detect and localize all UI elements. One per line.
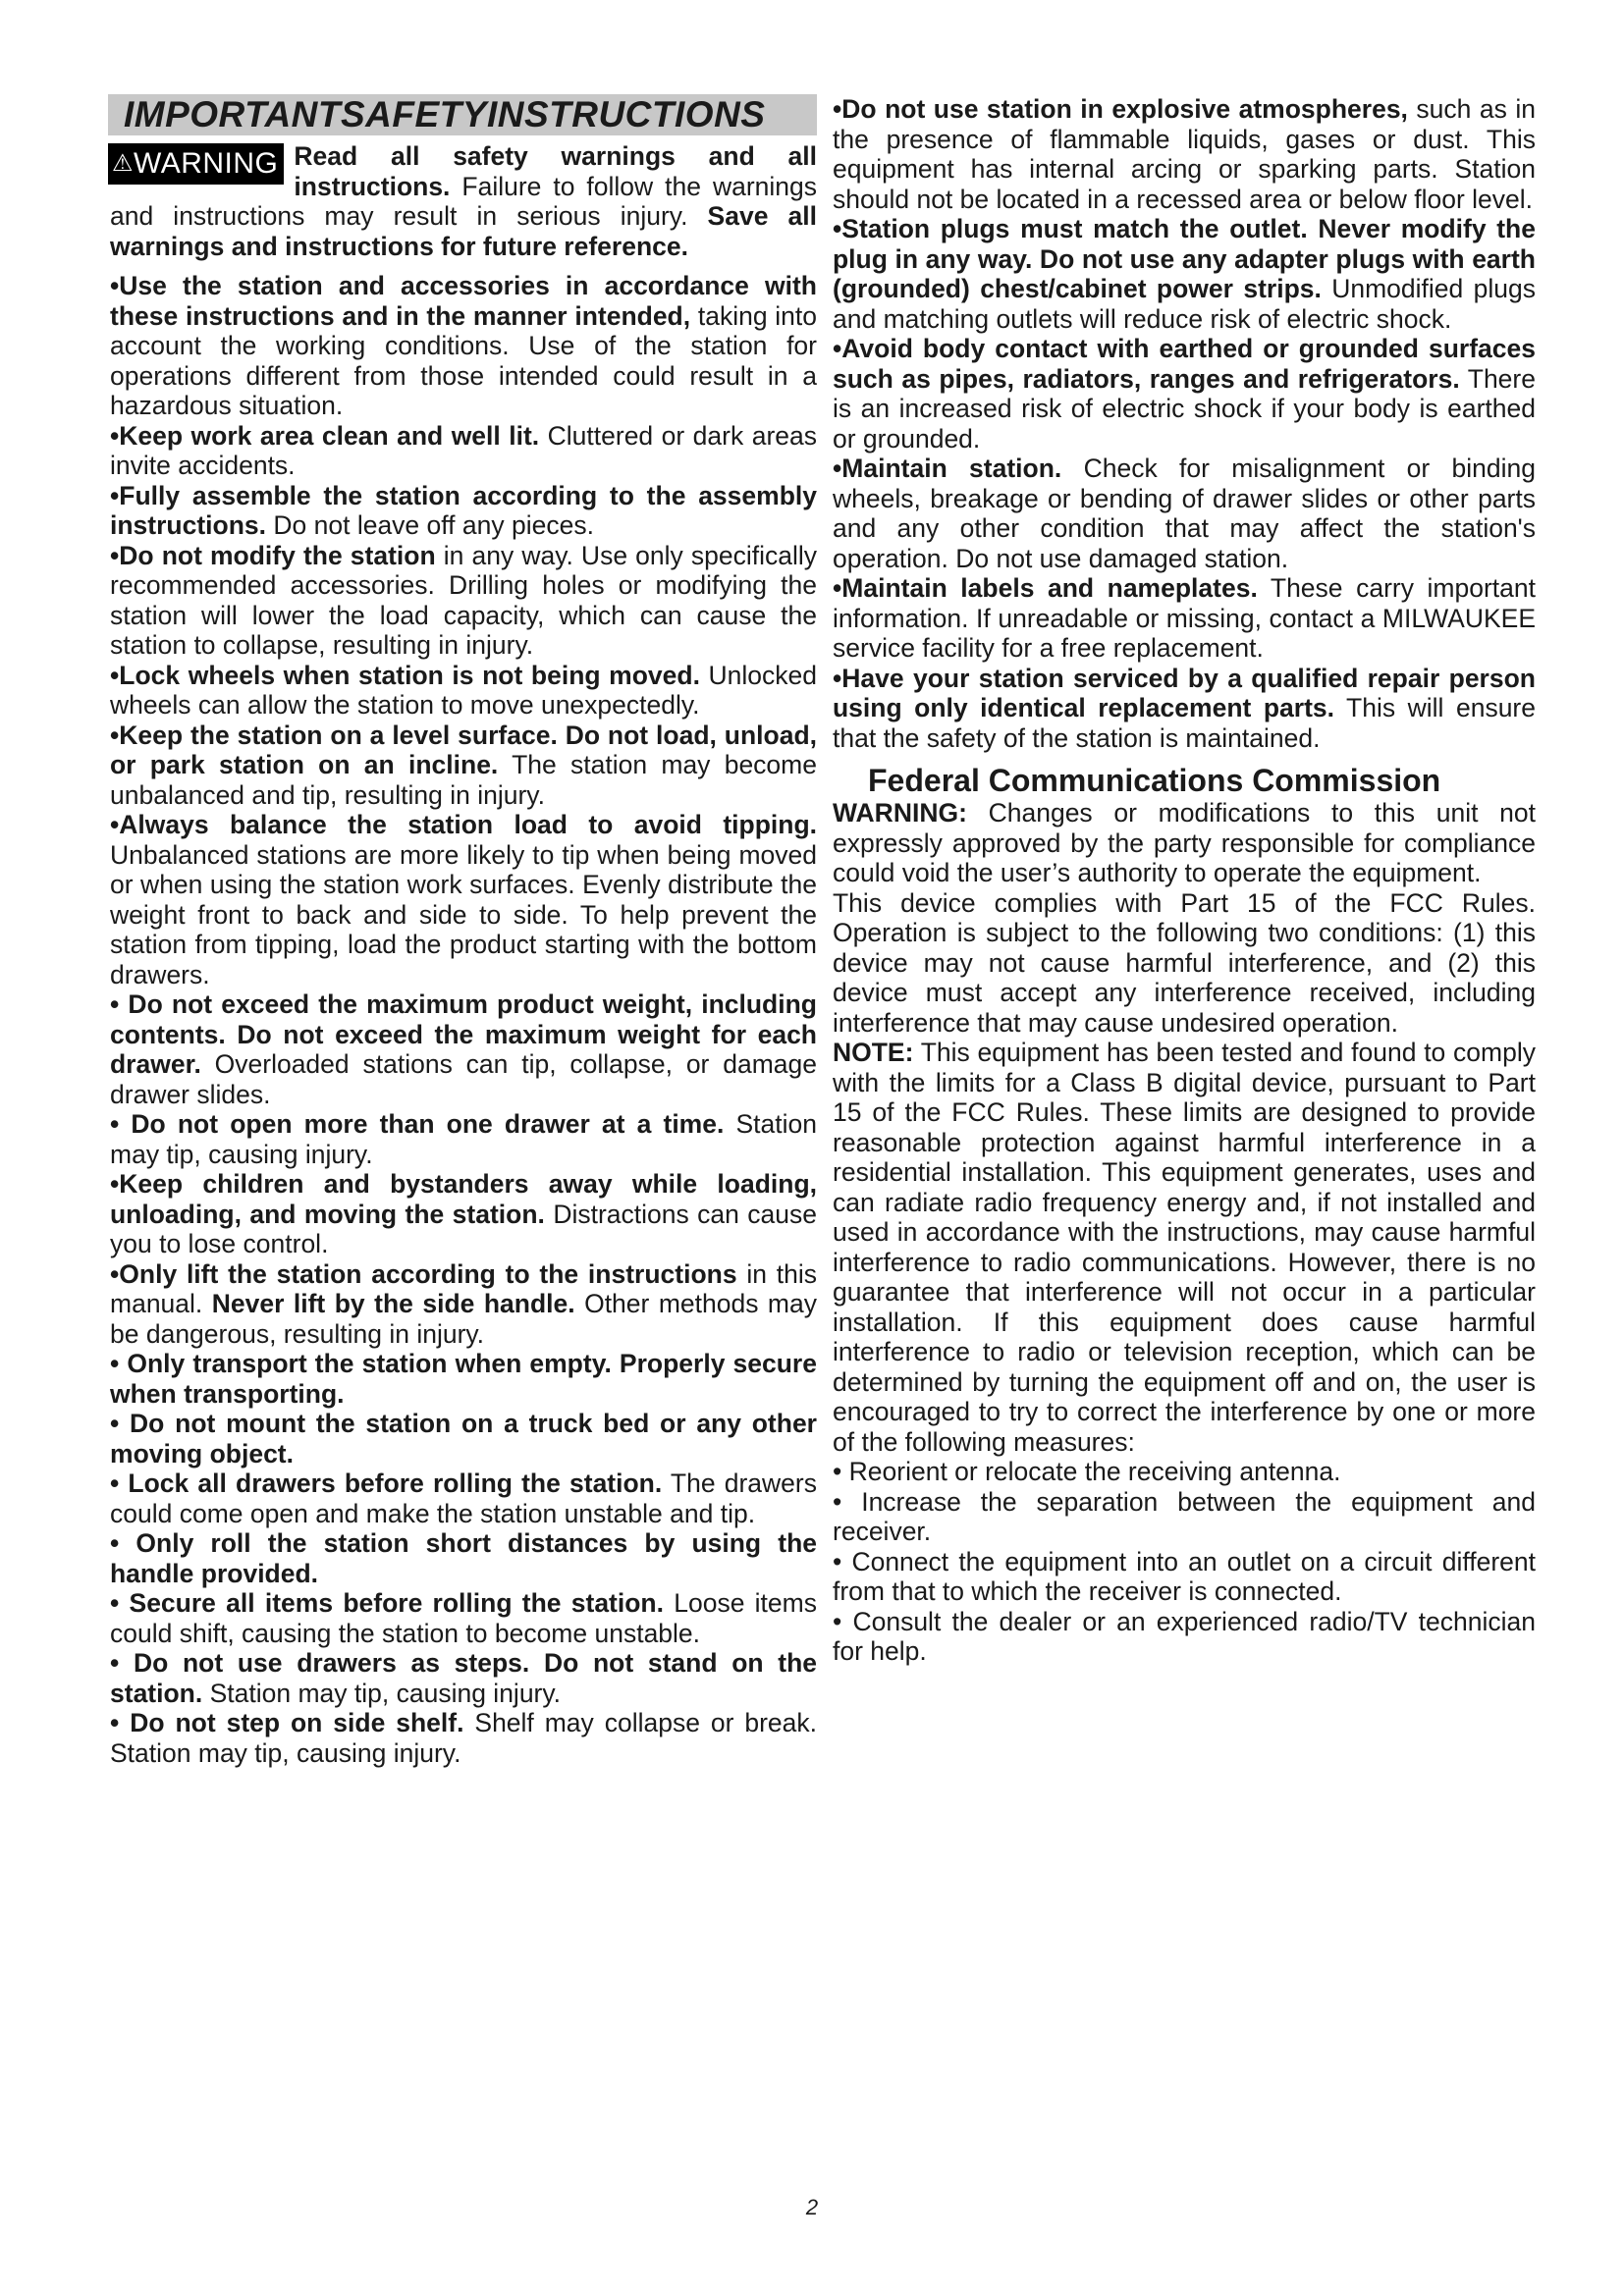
item-text: Overloaded stations can tip, collapse, or damage drawer slides. xyxy=(110,1049,817,1109)
safety-item xyxy=(110,1109,817,1169)
item-text: in this manual. xyxy=(110,1258,817,1318)
warning-badge-label: WARNING xyxy=(134,147,279,180)
item-bold: • Do not step on side shelf. xyxy=(110,1708,464,1737)
item-text: Distractions can cause you to lose control. xyxy=(110,1199,817,1258)
fcc-section xyxy=(833,763,1536,1667)
item-bold-2: Never lift by the side handle. xyxy=(211,1289,575,1318)
item-text: There is an increased risk of electric shock if your body is earthed or grounded. xyxy=(833,363,1536,454)
safety-item xyxy=(110,661,817,721)
item-bold: •Use the station and accessories in accordance with these instructions and in the manner intended, xyxy=(110,271,817,331)
item-bold: •Keep work area clean and well lit. xyxy=(110,420,540,451)
page-number: 2 xyxy=(805,2195,819,2219)
safety-item xyxy=(110,1468,817,1528)
item-text-2: Other methods may be dangerous, resulting in injury. xyxy=(110,1289,817,1349)
safety-item xyxy=(110,1648,817,1708)
safety-item xyxy=(110,481,817,541)
section-heading: IMPORTANTSAFETYINSTRUCTIONS xyxy=(108,94,817,135)
item-text: This will ensure that the safety of the station is maintained. xyxy=(833,693,1536,753)
fcc-note-text: This equipment has been tested and found to comply with the limits for a Class B digital device, pursuant to Part 15 of the FCC Rules. These limits are designed to provide reasonable protection against harmful interference in a residential installation. This equipment generates, uses and can radiate radio frequency energy and, if not installed and used in accordance with the instructions, may cause harmful interference to radio communications. However, there is no guarantee that interference will not occur in a particular installation. If this equipment does cause harmful interference to radio or television reception, which can be determined by turning the equipment off and on, the user is encouraged to try to correct the interference by one or more of the following measures: xyxy=(833,1038,1536,1457)
item-text: These carry important information. If unreadable or missing, contact a MILWAUKEE service facility for a free replacement. xyxy=(833,573,1536,663)
item-text: Do not leave off any pieces. xyxy=(266,510,594,540)
item-text: Check for misalignment or binding wheels, breakage or bending of drawer slides or other parts and any other condition that may affect the station's operation. Do not use damaged station. xyxy=(833,454,1537,573)
safety-item xyxy=(110,1169,817,1259)
safety-item xyxy=(110,810,817,989)
item-text: Loose items could shift, causing the station to become unstable. xyxy=(110,1588,817,1648)
safety-item xyxy=(110,721,817,811)
item-text: Unmodified plugs and matching outlets will reduce risk of electric shock. xyxy=(833,274,1536,334)
intro-bold-2: Save all warnings and instructions for future reference. xyxy=(110,201,817,261)
item-bold: • Do not exceed the maximum product weight, including contents. Do not exceed the maximum weight for each drawer. xyxy=(110,989,817,1079)
item-bold: •Maintain station. xyxy=(833,454,1062,483)
warning-intro xyxy=(110,141,817,261)
fcc-measure: • Connect the equipment into an outlet on a circuit different from that to which the receiver is connected. xyxy=(833,1546,1536,1606)
item-bold: •Station plugs must match the outlet. Never modify the plug in any way. Do not use any adapter plugs with earth (grounded) chest/cabinet power strips. xyxy=(833,214,1536,303)
item-bold: •Do not modify the station xyxy=(110,540,436,570)
safety-item xyxy=(110,271,817,421)
item-bold: •Keep the station on a level surface. Do not load, unload, or park station on an incline. xyxy=(110,720,817,779)
warning-triangle-icon: ⚠ xyxy=(112,150,135,177)
left-column xyxy=(110,94,817,1768)
item-text: The drawers could come open and make the station unstable and tip. xyxy=(110,1468,817,1528)
item-bold: • Secure all items before rolling the station. xyxy=(110,1588,664,1618)
fcc-warning-text: Changes or modifications to this unit not expressly approved by the party responsible for compliance could void the user’s authority to operate the equipment. xyxy=(833,798,1536,887)
item-bold: •Lock wheels when station is not being moved. xyxy=(110,660,700,690)
fcc-warning xyxy=(833,798,1536,888)
item-bold: •Maintain labels and nameplates. xyxy=(833,573,1258,603)
item-bold: • Only roll the station short distances by using the handle provided. xyxy=(110,1528,817,1588)
fcc-note-label: NOTE: xyxy=(833,1038,914,1067)
safety-item xyxy=(110,1409,817,1468)
safety-item xyxy=(833,214,1536,334)
item-bold: • Only transport the station when empty. Properly secure when transporting. xyxy=(110,1349,817,1409)
item-text: Station may tip, causing injury. xyxy=(110,1109,817,1169)
fcc-title: Federal Communications Commission xyxy=(868,763,1441,798)
item-bold: •Have your station serviced by a qualified repair person using only identical replacement parts. xyxy=(833,663,1536,722)
safety-item xyxy=(833,94,1536,214)
item-text: Station may tip, causing injury. xyxy=(202,1678,562,1708)
fcc-note xyxy=(833,1038,1536,1457)
safety-item xyxy=(110,1349,817,1409)
right-column xyxy=(833,94,1536,1667)
warning-badge xyxy=(108,143,284,185)
safety-item xyxy=(110,541,817,661)
fcc-measure: • Increase the separation between the equipment and receiver. xyxy=(833,1486,1536,1546)
item-text: in any way. Use only specifically recommended accessories. Drilling holes or modifying the station will lower the load capacity, which can cause the station to collapse, resulting in injury. xyxy=(110,540,817,660)
safety-item xyxy=(110,421,817,481)
safety-item xyxy=(833,334,1536,454)
item-bold: • Do not mount the station on a truck bed or any other moving object. xyxy=(110,1409,817,1468)
safety-item xyxy=(110,1259,817,1350)
safety-item xyxy=(110,1708,817,1768)
safety-item xyxy=(833,573,1536,664)
fcc-compliance: This device complies with Part 15 of the FCC Rules. Operation is subject to the following two conditions: (1) this device may not cause harmful interference, and (2) this device must accept any interference received, including interference that may cause undesired operation. xyxy=(833,887,1536,1038)
fcc-measure: • Reorient or relocate the receiving antenna. xyxy=(833,1457,1341,1486)
safety-item xyxy=(833,454,1536,573)
fcc-warning-label: WARNING: xyxy=(833,798,967,828)
item-bold: • Do not use drawers as steps. Do not stand on the station. xyxy=(110,1648,817,1708)
item-bold: •Always balance the station load to avoid tipping. xyxy=(110,810,817,839)
item-bold: •Avoid body contact with earthed or grounded surfaces such as pipes, radiators, ranges and refrigerators. xyxy=(833,334,1536,394)
item-bold: •Keep children and bystanders away while loading, unloading, and moving the station. xyxy=(110,1169,817,1229)
safety-item xyxy=(110,989,817,1109)
intro-bold-1: Read all safety warnings and all instructions. xyxy=(294,141,817,201)
item-bold: •Fully assemble the station according to the assembly instructions. xyxy=(110,480,817,540)
fcc-measure: • Consult the dealer or an experienced radio/TV technician for help. xyxy=(833,1606,1536,1666)
item-text: such as in the presence of flammable liquids, gases or dust. This equipment has internal arcing or sparking parts. Station should not be located in a recessed area or below floor level. xyxy=(833,94,1536,214)
item-bold: •Only lift the station according to the instructions xyxy=(110,1258,737,1289)
safety-item xyxy=(110,1588,817,1648)
item-text: Unbalanced stations are more likely to tip when being moved or when using the station work surfaces. Evenly distribute the weight front to back and side to side. To help prevent the station from tipping, load the product starting with the bottom drawers. xyxy=(110,839,817,989)
item-bold: • Lock all drawers before rolling the station. xyxy=(110,1468,663,1498)
safety-item xyxy=(833,664,1536,754)
item-text: Cluttered or dark areas invite accidents. xyxy=(110,420,817,480)
safety-item xyxy=(110,1528,817,1588)
intro-text-1: Failure to follow the warnings and instructions may result in serious injury. xyxy=(110,171,817,231)
item-text: Shelf may collapse or break. Station may tip, causing injury. xyxy=(110,1708,817,1768)
item-text: taking into account the working conditions. Use of the station for operations different from those intended could result in a hazardous situation. xyxy=(110,300,818,420)
item-bold: • Do not open more than one drawer at a time. xyxy=(110,1109,725,1139)
item-bold: •Do not use station in explosive atmospheres, xyxy=(833,94,1408,124)
item-text: The station may become unbalanced and tip, resulting in injury. xyxy=(110,750,817,810)
item-text: Unlocked wheels can allow the station to move unexpectedly. xyxy=(110,660,817,720)
